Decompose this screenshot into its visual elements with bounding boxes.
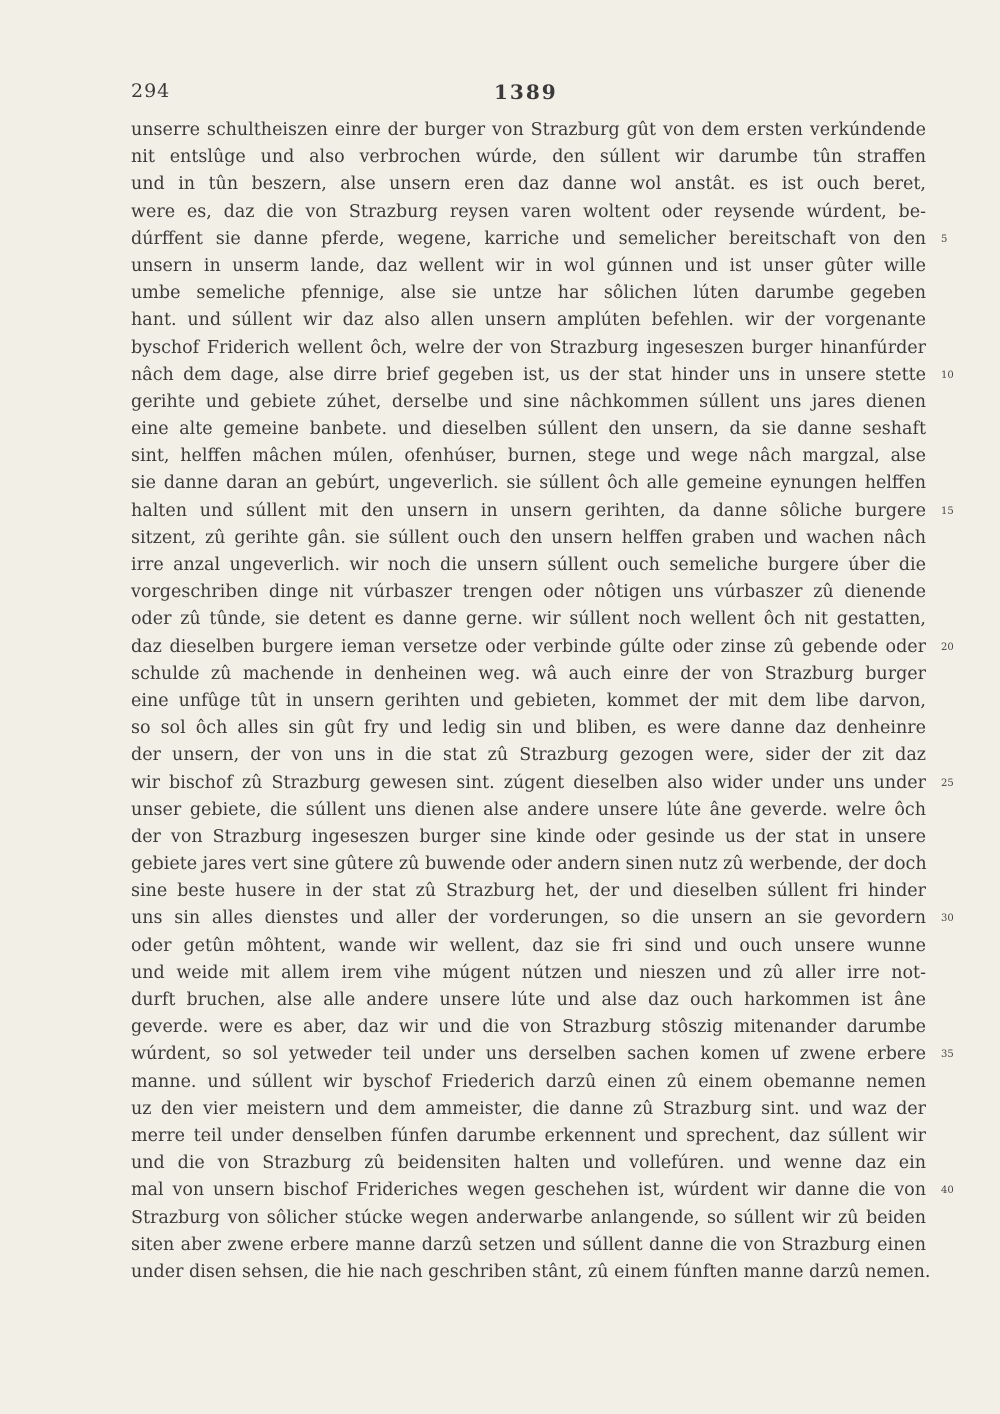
text-line-content: umbe semeliche pfennige, alse sie untze har sôlichen lúten darumbe gegeben	[131, 283, 926, 304]
text-line	[131, 960, 926, 987]
text-line	[131, 688, 926, 715]
text-line-content: so sol ôch alles sin gût fry und ledig sin und bliben, es were danne daz denheinre	[131, 718, 926, 739]
text-line-content: der von Strazburg ingeseszen burger sine kinde oder gesinde us der stat in unsere	[131, 826, 926, 847]
line-number: 40	[941, 1185, 954, 1197]
text-line	[131, 824, 926, 851]
text-line-content: Strazburg von sôlicher stúcke wegen anderwarbe anlangende, so súllent wir zû beiden	[131, 1207, 926, 1228]
text-line-content: manne. und súllent wir byschof Friederich darzû einen zû einem obemanne nemen	[131, 1071, 926, 1092]
line-number: 5	[941, 233, 948, 245]
text-line	[131, 389, 926, 416]
text-line-content: schulde zû machende in denheinen weg. wâ auch einre der von Strazburg burger	[131, 663, 926, 684]
text-line-content: sie danne daran an gebúrt, ungeverlich. sie súllent ôch alle gemeine eynungen helffen	[131, 473, 926, 494]
text-line	[131, 878, 926, 905]
text-line-content: halten und súllent mit den unsern in unsern gerihten, da danne sôliche burgere	[131, 500, 926, 521]
text-line	[131, 661, 926, 688]
text-line	[131, 987, 926, 1014]
text-line-content: eine unfûge tût in unsern gerihten und gebieten, kommet der mit dem libe darvon,	[131, 690, 926, 711]
text-line-content: vorgeschriben dinge nit vúrbaszer trengen oder nôtigen uns vúrbaszer zû dienende	[131, 582, 926, 603]
text-line	[131, 1096, 926, 1123]
text-line	[131, 797, 926, 824]
line-number: 30	[941, 913, 954, 925]
text-line-content: und weide mit allem irem vihe múgent nútzen und nieszen und zû aller irre not-	[131, 962, 926, 983]
text-line	[131, 525, 926, 552]
text-line-content: gebiete jares vert sine gûtere zû buwende oder andern sinen nutz zû werbende, der doch	[131, 854, 927, 875]
text-line	[131, 470, 926, 497]
text-line	[131, 905, 954, 932]
text-line-content: durft bruchen, alse alle andere unsere lúte und alse daz ouch harkommen ist âne	[131, 990, 926, 1010]
text-line	[131, 606, 926, 633]
running-head-year: 1389	[494, 80, 558, 104]
text-line-content: uns sin alles dienstes und aller der vorderungen, so die unsern an sie gevordern	[131, 908, 926, 929]
text-line	[131, 117, 926, 144]
text-line	[131, 144, 926, 171]
text-line	[131, 552, 926, 579]
text-line-content: merre teil under denselben fúnfen darumbe erkennent und sprechent, daz súllent wir	[131, 1125, 926, 1146]
text-line	[131, 416, 926, 443]
text-line	[131, 171, 926, 198]
text-line	[131, 280, 926, 307]
text-line	[131, 335, 926, 362]
text-line	[131, 1177, 954, 1204]
text-line-content: eine alte gemeine banbete. und dieselben súllent den unsern, da sie danne seshaft	[131, 419, 926, 440]
text-line	[131, 362, 954, 389]
text-line	[131, 634, 954, 661]
text-line	[131, 1123, 926, 1150]
text-line-content: dúrffent sie danne pferde, wegene, karriche und semelicher bereitschaft von den	[131, 228, 926, 249]
text-line-content: sine beste husere in der stat zû Strazburg het, der und dieselben súllent fri hinder	[131, 881, 926, 902]
text-line	[131, 226, 948, 253]
text-line	[131, 498, 954, 525]
text-line-content: nâch dem dage, alse dirre brief gegeben ist, us der stat hinder uns in unsere stette	[131, 364, 926, 385]
text-line	[131, 1069, 926, 1096]
text-line	[131, 307, 926, 334]
text-line-content: oder getûn môhtent, wande wir wellent, daz sie fri sind und ouch unsere wunne	[131, 935, 926, 956]
text-line-content: und in tûn beszern, alse unsern eren daz danne wol anstât. es ist ouch beret,	[131, 174, 926, 195]
text-line-content: unser gebiete, die súllent uns dienen alse andere unsere lúte âne geverde. welre ôch	[131, 799, 926, 820]
text-line-content: und die von Strazburg zû beidensiten halten und vollefúren. und wenne daz ein	[131, 1153, 926, 1174]
text-line-content: were es, daz die von Strazburg reysen varen woltent oder reysende wúrdent, be-	[131, 201, 926, 222]
text-line-content: sitzent, zû gerihte gân. sie súllent ouch den unsern helffen graben und wachen nâch	[131, 527, 926, 548]
text-line-content: hant. und súllent wir daz also allen unsern amplúten befehlen. wir der vorgenante	[131, 310, 926, 331]
text-line-content: uz den vier meistern und dem ammeister, die danne zû Strazburg sint. und waz der	[131, 1098, 926, 1119]
text-line	[131, 1041, 954, 1068]
text-line	[131, 579, 926, 606]
text-line-content: daz dieselben burgere ieman versetze oder verbinde gúlte oder zinse zû gebende oder	[131, 636, 926, 657]
text-line-content: wir bischof zû Strazburg gewesen sint. zúgent dieselben also wider under uns under	[131, 772, 926, 793]
text-line	[131, 1014, 926, 1041]
text-line-content: byschof Friderich wellent ôch, welre der von Strazburg ingeseszen burger hinanfúrder	[131, 337, 926, 358]
text-line-content: geverde. were es aber, daz wir und die von Strazburg stôszig mitenander darumbe	[131, 1017, 926, 1038]
text-line	[131, 443, 926, 470]
text-line	[131, 770, 954, 797]
text-line-content: mal von unsern bischof Frideriches wegen geschehen ist, wúrdent wir danne die von	[131, 1180, 926, 1201]
line-number: 20	[941, 641, 954, 653]
text-line	[131, 1150, 926, 1177]
text-line-content: nit entslûge und also verbrochen wúrde, den súllent wir darumbe tûn straffen	[131, 147, 926, 168]
text-line-content: unserre schultheiszen einre der burger von Strazburg gût von dem ersten verkúndende	[131, 120, 926, 140]
line-number: 25	[941, 777, 954, 789]
text-line	[131, 851, 926, 878]
line-number: 15	[941, 505, 954, 517]
text-line-content: gerihte und gebiete zúhet, derselbe und sine nâchkommen súllent uns jares dienen	[131, 391, 926, 412]
text-line-content: oder zû tûnde, sie detent es danne gerne. wir súllent noch wellent ôch nit gestatten,	[131, 609, 926, 630]
text-line	[131, 933, 926, 960]
text-line	[131, 199, 926, 226]
text-line	[131, 1259, 931, 1286]
text-line-content: siten aber zwene erbere manne darzû setzen und súllent danne die von Strazburg einen	[131, 1234, 926, 1255]
text-line	[131, 1205, 926, 1232]
text-line-content: unsern in unserm lande, daz wellent wir in wol gúnnen und ist unser gûter wille	[131, 255, 926, 276]
text-line-content: irre anzal ungeverlich. wir noch die unsern súllent ouch semeliche burgere úber die	[131, 555, 926, 575]
text-line	[131, 715, 926, 742]
text-line	[131, 253, 926, 280]
text-line-content: der unsern, der von uns in die stat zû Strazburg gezogen were, sider der zit daz	[131, 745, 926, 766]
page-header	[131, 80, 931, 110]
text-line	[131, 1232, 926, 1259]
line-number: 10	[941, 369, 954, 381]
text-line	[131, 742, 926, 769]
page-number: 294	[131, 80, 171, 102]
line-number: 35	[941, 1049, 954, 1061]
body-text	[131, 117, 954, 1286]
text-line-content: sint, helffen mâchen múlen, ofenhúser, burnen, stege und wege nâch margzal, alse	[131, 446, 926, 467]
text-line-content: under disen sehsen, die hie nach geschriben stânt, zû einem fúnften manne darzû nemen.	[131, 1261, 931, 1282]
text-line-content: wúrdent, so sol yetweder teil under uns derselben sachen komen uf zwene erbere	[131, 1044, 926, 1065]
